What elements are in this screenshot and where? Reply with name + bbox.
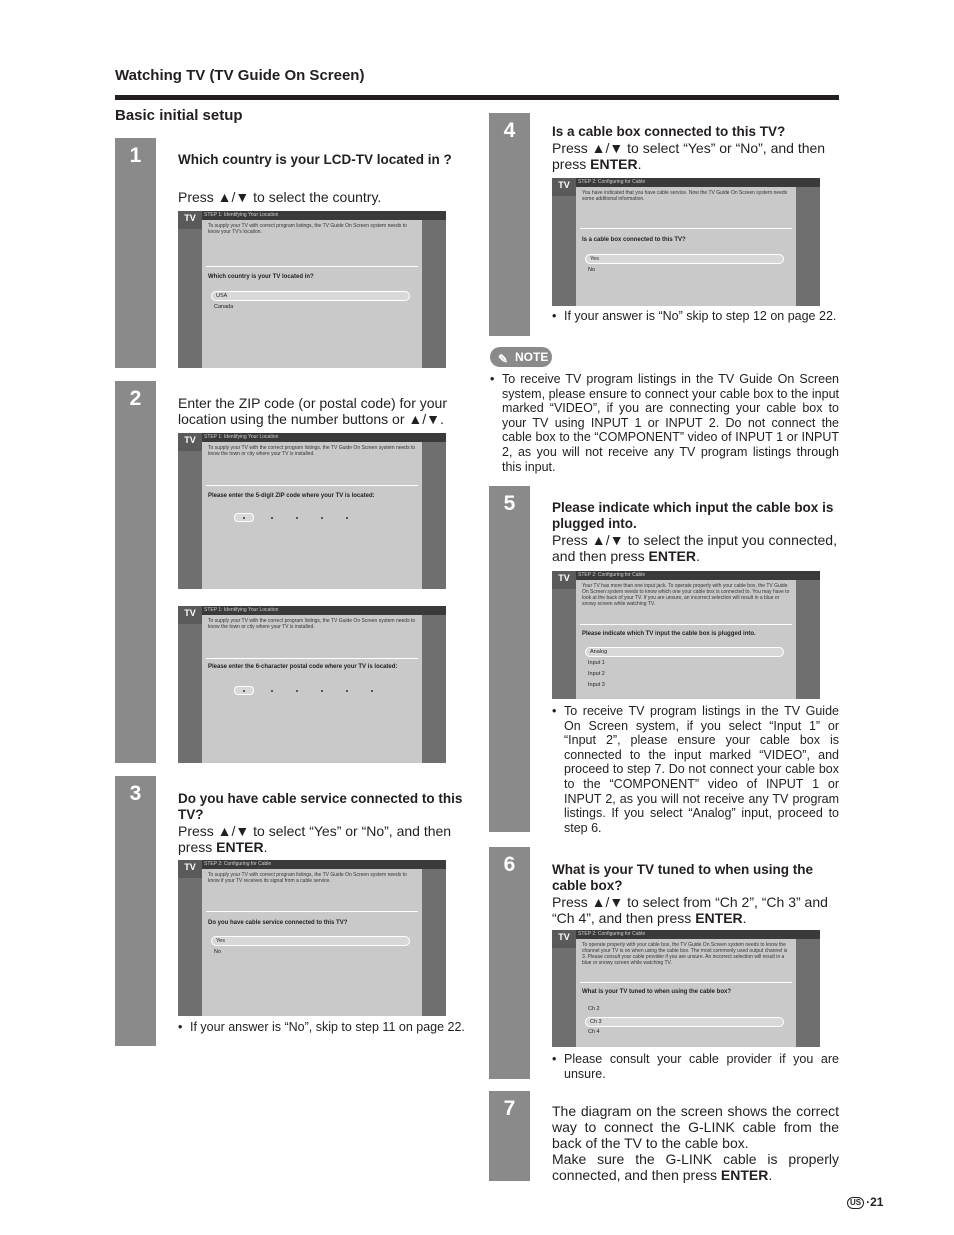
option-input-3[interactable]: Input 3 (588, 682, 605, 688)
screen-prompt: Please enter the 5-digit ZIP code where your TV is located: (208, 493, 375, 499)
step-3-bar (115, 776, 156, 1046)
step-4-bar (489, 113, 530, 336)
page-number: US ·21 (847, 1195, 883, 1209)
pencil-icon: ✎ (498, 352, 509, 366)
enter-key-label: ENTER (216, 839, 264, 855)
step-6-number: 6 (503, 853, 516, 876)
step-3-bullet: • If your answer is “No”, skip to step 11 on page 22. (178, 1020, 465, 1034)
screen-prompt: Please enter the 6-character postal code where your TV is located: (208, 664, 398, 670)
screen-prompt: Please indicate which TV input the cable box is plugged into. (582, 631, 756, 637)
step-3-question: Do you have cable service connected to this TV? (178, 791, 463, 822)
screen-bar-text: STEP 2: Configuring for Cable (578, 931, 646, 937)
tv-guide-logo: TV (178, 606, 202, 624)
enter-key-label: ENTER (720, 1167, 769, 1183)
us-region-badge: US (847, 1197, 864, 1209)
screen-intro: To supply your TV with the correct program listings, the TV Guide On Screen system needs to know the town or city where your TV is installed. (208, 618, 416, 630)
step-6-bullet: • Please consult your cable provider if you are unsure. (552, 1052, 839, 1081)
step-5-screen (552, 571, 820, 699)
screen-prompt: Which country is your TV located in? (208, 274, 314, 280)
enter-key-label: ENTER (590, 156, 638, 172)
option-canada[interactable]: Canada (214, 304, 234, 310)
step-1-number: 1 (129, 144, 142, 167)
option-input-2[interactable]: Input 2 (588, 671, 605, 677)
step-3-number: 3 (129, 782, 142, 805)
tv-guide-logo: TV (552, 930, 576, 948)
screen-prompt: What is your TV tuned to when using the cable box? (582, 989, 732, 995)
step-4-screen (552, 178, 820, 306)
step-7-bar (489, 1091, 530, 1181)
screen-bar-text: STEP 1: Identifying Your Location (204, 212, 279, 218)
screen-bar-text: STEP 2: Configuring for Cable (578, 179, 646, 185)
step-2-bar (115, 381, 156, 763)
step-1-question: Which country is your LCD-TV located in ? (178, 152, 452, 167)
tv-guide-logo: TV (178, 433, 202, 451)
step-2-instruction: Enter the ZIP code (or postal code) for your location using the number buttons or ▲/▼. (178, 395, 447, 427)
step-5-number: 5 (503, 492, 516, 515)
step-5-bullet: • To receive TV program listings in the TV Guide On Screen system, if you select “Input 1” or “Input 2”, please ensure your cable box is connected to the input marked “VIDEO”, and proceed to step 7. Do not connect your cable box to the “COMPONENT” video of INPUT 1 or INPUT 2, as you will not receive any TV program listings. If you select “Analog” input, proceed to step 6. (552, 704, 839, 835)
header-rule (115, 95, 839, 100)
option-analog[interactable]: Analog (585, 647, 784, 657)
step-4-bullet: • If your answer is “No” skip to step 12 on page 22. (552, 309, 837, 323)
screen-intro: To supply your TV with the correct program listings, the TV Guide On Screen system needs to know the town or city where your TV is installed. (208, 445, 416, 457)
step-7-text: The diagram on the screen shows the correct way to connect the G-LINK cable from the back of the TV to the cable box. Make sure the G-LINK cable is properly connected, and then press ENTER. (552, 1103, 839, 1183)
step-4-instruction: Press ▲/▼ to select “Yes” or “No”, and then press ENTER. (552, 140, 826, 172)
note-text: • To receive TV program listings in the TV Guide On Screen system, please ensure to connect your cable box to the input marked “VIDEO”, if you are connecting your cable box to your TV using INPUT 1 or INPUT 2. Do not connect the cable box to the “COMPONENT” video of INPUT 1 or INPUT 2, as you will not receive any TV program listings through this input. (490, 372, 839, 474)
enter-key-label: ENTER (648, 548, 696, 564)
step-6-instruction: Press ▲/▼ to select from “Ch 2”, “Ch 3” and “Ch 4”, and then press ENTER. (552, 894, 828, 926)
subhead: Basic initial setup (115, 107, 243, 124)
note-badge (490, 347, 552, 367)
screen-bar-text: STEP 1: Identifying Your Location (204, 607, 279, 613)
option-input-1[interactable]: Input 1 (588, 660, 605, 666)
screen-bar-text: STEP 1: Identifying Your Location (204, 434, 279, 440)
step-1-screen (178, 211, 446, 368)
step-1-bar (115, 138, 156, 368)
option-yes[interactable]: Yes (585, 254, 784, 264)
tv-guide-logo: TV (552, 178, 576, 196)
tv-guide-logo: TV (178, 211, 202, 229)
option-ch-3[interactable]: Ch 3 (585, 1017, 784, 1027)
screen-intro: You have indicated that you have cable service. Now the TV Guide On Screen system needs some additional information. (582, 190, 788, 202)
step-6-screen (552, 930, 820, 1047)
step-7-number: 7 (503, 1097, 516, 1120)
step-4-question: Is a cable box connected to this TV? (552, 124, 786, 139)
step-3-instruction: Press ▲/▼ to select “Yes” or “No”, and then press ENTER. (178, 823, 452, 855)
step-1-instruction: Press ▲/▼ to select the country. (178, 189, 382, 205)
note-label: NOTE (515, 350, 549, 364)
enter-key-label: ENTER (695, 910, 743, 926)
option-no[interactable]: No (214, 949, 222, 955)
step-5-bar (489, 486, 530, 832)
step-3-screen (178, 860, 446, 1016)
screen-intro: Your TV has more than one input jack. To operate properly with your cable box, the TV Guide On Screen system needs to know which one your cable box is connected to. You may have to look at the back of your TV. If you are unsure, an incorrect selection will result in a blue or snowy screen while watching TV. (582, 583, 790, 607)
screen-intro: To supply your TV with correct program listings, the TV Guide On Screen system needs to know your TV's location. (208, 223, 407, 235)
step-2-postal-screen (178, 606, 446, 763)
screen-bar-text: STEP 2: Configuring for Cable (204, 861, 272, 867)
step-6-bar (489, 847, 530, 1079)
screen-prompt: Is a cable box connected to this TV? (582, 237, 686, 243)
step-5-instruction: Press ▲/▼ to select the input you connected, and then press ENTER. (552, 532, 837, 564)
option-ch-2[interactable]: Ch 2 (588, 1006, 600, 1012)
step-2-number: 2 (129, 387, 142, 410)
tv-guide-logo: TV (178, 860, 202, 878)
option-yes[interactable]: Yes (211, 936, 410, 946)
option-ch-4[interactable]: Ch 4 (588, 1029, 600, 1035)
option-no[interactable]: No (588, 267, 596, 273)
screen-prompt: Do you have cable service connected to this TV? (208, 920, 348, 926)
section-title: Watching TV (TV Guide On Screen) (115, 67, 365, 84)
screen-bar-text: STEP 2: Configuring for Cable (578, 572, 646, 578)
step-5-question: Please indicate which input the cable box is plugged into. (552, 500, 834, 531)
tv-guide-logo: TV (552, 571, 576, 589)
step-4-number: 4 (503, 119, 516, 142)
screen-intro: To operate properly with your cable box, the TV Guide On Screen system needs to know the channel your TV is on when using the cable box. The most commonly used output channel is 3. Please consult your cable provider if you are unsure. An incorrect selection will result in a blue or snowy screen while watching TV. (582, 942, 788, 966)
screen-intro: To supply your TV with correct program listings, the TV Guide On Screen system needs to know if your TV receives its signal from a cable service. (208, 872, 407, 884)
option-usa[interactable]: USA (211, 291, 410, 301)
step-6-question: What is your TV tuned to when using the cable box? (552, 862, 813, 893)
step-2-zip-screen (178, 433, 446, 589)
